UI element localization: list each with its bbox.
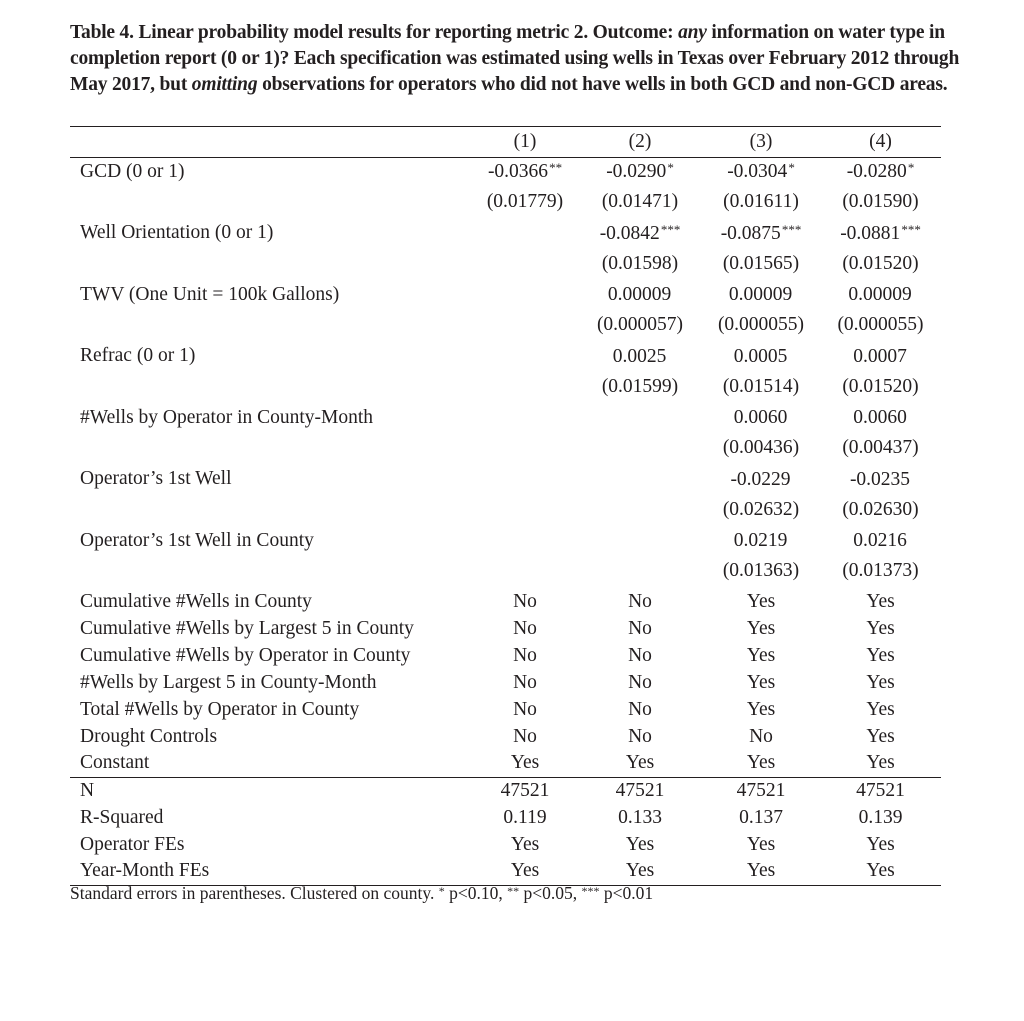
coefficient-value: -0.0280: [846, 161, 907, 183]
standard-error-cell: [472, 493, 578, 527]
standard-error-row: [70, 370, 941, 404]
statistic-cell: Yes: [510, 833, 540, 855]
indicator-cell: Yes: [746, 590, 776, 612]
standard-error-cell: [472, 370, 578, 404]
standard-error-cell: (0.01520): [842, 375, 919, 397]
statistic-cell: 47521: [472, 777, 578, 804]
coefficient-cell: [820, 158, 941, 186]
standard-error-cell: [578, 493, 702, 527]
standard-error-cell: (0.000055): [717, 314, 805, 336]
coefficient-cell: [702, 527, 820, 555]
coefficient-row: [70, 281, 941, 309]
row-label: Well Orientation (0 or 1): [80, 222, 274, 243]
caption-emphasis-omitting: omitting: [191, 74, 258, 95]
caption-emphasis-any: any: [678, 22, 707, 43]
standard-error-row: [70, 247, 941, 281]
coefficient-cell: [820, 527, 941, 555]
indicator-cell: Yes: [866, 590, 895, 612]
statistics-row: [70, 831, 941, 858]
row-label-blank: [70, 309, 472, 343]
coefficient-value: 0.00009: [848, 284, 912, 305]
coefficient-row: [70, 465, 941, 493]
indicator-cell: Yes: [746, 671, 776, 693]
standard-error-cell: (0.000057): [596, 314, 684, 336]
coefficient-cell: [472, 342, 578, 370]
standard-error-row: [70, 186, 941, 220]
indicator-cell: No: [628, 671, 652, 693]
standard-error-cell: [472, 555, 578, 589]
row-label-blank: [70, 370, 472, 404]
coefficient-value: -0.0304: [727, 161, 788, 183]
indicator-cell: No: [513, 617, 537, 639]
footnote-text: Standard errors in parentheses. Clustered on county.: [70, 883, 439, 903]
indicator-cell: No: [749, 725, 773, 747]
coefficient-value: -0.0229: [730, 468, 791, 490]
standard-error-row: [70, 309, 941, 343]
coefficient-value: -0.0842: [599, 222, 660, 244]
statistic-cell: 0.137: [739, 806, 783, 828]
coefficient-value: -0.0875: [720, 222, 781, 244]
coefficient-cell: [578, 281, 702, 309]
significance-stars: *: [667, 160, 674, 176]
control-indicator-row: [70, 588, 941, 615]
coefficient-cell: [702, 158, 820, 186]
footnote-text: p<0.10,: [444, 883, 508, 903]
statistic-cell: 47521: [578, 777, 702, 804]
indicator-cell: Yes: [866, 725, 895, 747]
significance-stars: ***: [781, 221, 802, 237]
row-label: Operator’s 1st Well: [80, 468, 232, 489]
coefficient-value: -0.0290: [606, 161, 667, 183]
standard-error-row: [70, 555, 941, 589]
standard-error-cell: (0.01373): [842, 560, 919, 582]
footnote-text: p<0.01: [599, 883, 654, 903]
statistic-cell: Yes: [820, 858, 941, 885]
standard-error-cell: [578, 432, 702, 466]
standard-error-cell: [578, 555, 702, 589]
statistics-row: [70, 858, 941, 885]
caption-text-1: Table 4. Linear probability model results for reporting metric 2. Outcome:: [70, 22, 679, 43]
coefficient-value: -0.0235: [849, 468, 911, 490]
coefficient-cell: [472, 281, 578, 309]
indicator-cell: Yes: [866, 698, 895, 720]
statistic-cell: Yes: [702, 858, 820, 885]
coefficient-row: [70, 158, 941, 186]
standard-error-cell: (0.01611): [723, 191, 799, 213]
coefficient-cell: [578, 342, 702, 370]
standard-error-cell: (0.01590): [842, 191, 919, 213]
column-header: (2): [628, 131, 652, 152]
indicator-cell: Yes: [746, 752, 776, 774]
coefficient-cell: [472, 527, 578, 555]
indicator-cell: Yes: [866, 644, 895, 666]
indicator-cell: Yes: [510, 752, 540, 774]
column-header: (1): [513, 131, 537, 152]
indicator-cell: Yes: [866, 617, 895, 639]
significance-stars: *: [788, 160, 795, 176]
coefficient-cell: [702, 342, 820, 370]
row-label: #Wells by Largest 5 in County-Month: [80, 671, 377, 693]
indicator-cell: Yes: [746, 617, 776, 639]
coefficient-cell: [702, 281, 820, 309]
indicator-cell: No: [513, 698, 537, 720]
standard-error-cell: (0.01565): [722, 252, 800, 274]
coefficient-cell: [820, 465, 941, 493]
indicator-cell: No: [513, 644, 537, 666]
column-header-row: [70, 127, 941, 158]
row-label: #Wells by Operator in County-Month: [80, 406, 374, 428]
coefficient-value: 0.0219: [733, 530, 788, 551]
statistic-cell: 47521: [820, 777, 941, 804]
standard-error-cell: (0.02632): [722, 498, 800, 520]
standard-error-cell: (0.00436): [722, 437, 800, 459]
row-label-blank: [70, 432, 472, 466]
standard-error-cell: [472, 247, 578, 281]
indicator-cell: Yes: [746, 644, 776, 666]
indicator-cell: No: [628, 698, 652, 720]
coefficient-row: [70, 527, 941, 555]
row-label: GCD (0 or 1): [80, 160, 185, 182]
coefficient-value: 0.00009: [728, 284, 793, 305]
significance-stars: *: [907, 160, 915, 176]
row-label: Cumulative #Wells by Largest 5 in County: [80, 617, 414, 639]
indicator-cell: No: [513, 671, 537, 693]
coefficient-cell: [472, 158, 578, 186]
coefficient-cell: [820, 281, 941, 309]
column-header: (3): [749, 131, 773, 152]
significance-stars: ***: [660, 221, 681, 237]
standard-error-cell: [472, 432, 578, 466]
footnote-text: p<0.05,: [519, 883, 582, 903]
row-label-blank: [70, 186, 472, 220]
coefficient-value: 0.00009: [607, 284, 672, 305]
standard-error-row: [70, 493, 941, 527]
table-caption: [70, 20, 960, 98]
statistic-cell: Yes: [866, 833, 895, 855]
indicator-cell: No: [628, 617, 652, 639]
statistic-cell: Yes: [746, 833, 776, 855]
coefficient-value: -0.0366: [487, 161, 549, 183]
statistic-cell: 0.139: [858, 806, 903, 828]
coefficient-cell: [472, 404, 578, 432]
coefficient-value: 0.0025: [612, 345, 667, 367]
caption-text-3: observations for operators who did not have wells in both GCD and non-GCD areas.: [257, 74, 948, 95]
significance-stars: **: [549, 160, 563, 176]
coefficient-cell: [472, 219, 578, 247]
coefficient-cell: [578, 219, 702, 247]
standard-error-cell: (0.01520): [842, 252, 919, 274]
coefficient-cell: [702, 465, 820, 493]
indicator-cell: Yes: [866, 752, 895, 774]
standard-error-cell: (0.01514): [722, 375, 800, 397]
control-indicator-row: [70, 669, 941, 696]
row-label: Operator FEs: [80, 833, 185, 855]
row-label: Operator’s 1st Well in County: [80, 529, 314, 551]
coefficient-cell: [702, 219, 820, 247]
coefficient-cell: [472, 465, 578, 493]
row-label: R-Squared: [80, 806, 164, 828]
standard-error-cell: (0.00437): [842, 437, 919, 459]
control-indicator-row: [70, 696, 941, 723]
standard-error-cell: (0.01598): [601, 252, 679, 274]
statistic-cell: Yes: [472, 858, 578, 885]
control-indicator-row: [70, 750, 941, 777]
standard-error-cell: (0.000055): [837, 314, 924, 336]
coefficient-cell: [820, 342, 941, 370]
standard-error-cell: (0.01779): [486, 191, 564, 213]
row-label: Year-Month FEs: [70, 858, 472, 885]
footnote-star: ***: [581, 884, 600, 898]
row-label-blank: [70, 493, 472, 527]
coefficient-value: 0.0007: [853, 345, 907, 367]
coefficient-value: 0.0060: [853, 407, 907, 428]
row-label: Constant: [80, 752, 150, 774]
row-label: Cumulative #Wells in County: [80, 590, 312, 612]
row-label-blank: [70, 555, 472, 589]
standard-error-cell: (0.01363): [722, 560, 800, 582]
indicator-cell: Yes: [866, 671, 895, 693]
footnote-star: *: [438, 884, 445, 898]
row-label: TWV (One Unit = 100k Gallons): [80, 283, 340, 305]
column-header: (4): [869, 131, 892, 152]
statistics-row: [70, 804, 941, 831]
row-label: Drought Controls: [80, 725, 218, 747]
control-indicator-row: [70, 642, 941, 669]
indicator-cell: No: [628, 725, 652, 747]
control-indicator-row: [70, 615, 941, 642]
caption-text-2: information on water type in completion report (0 or 1)? Each specification was estimated using wells in Texas over February 2012 through May 2017, but: [70, 22, 960, 95]
regression-table: [70, 126, 941, 886]
coefficient-cell: [578, 404, 702, 432]
indicator-cell: No: [628, 590, 652, 612]
coefficient-cell: [578, 527, 702, 555]
coefficient-value: 0.0060: [733, 407, 788, 428]
statistic-cell: Yes: [578, 858, 702, 885]
row-label: Total #Wells by Operator in County: [80, 698, 360, 720]
statistic-cell: 47521: [702, 777, 820, 804]
indicator-cell: Yes: [746, 698, 776, 720]
coefficient-row: [70, 342, 941, 370]
standard-error-cell: (0.01599): [601, 375, 679, 397]
indicator-cell: Yes: [625, 752, 655, 774]
standard-error-cell: (0.01471): [601, 191, 679, 213]
standard-error-cell: [472, 309, 578, 343]
header-blank: [70, 127, 472, 158]
coefficient-cell: [820, 219, 941, 247]
statistic-cell: 0.133: [618, 806, 662, 828]
footnote-star: **: [507, 884, 520, 898]
coefficient-value: 0.0216: [853, 530, 907, 551]
control-indicator-row: [70, 723, 941, 750]
row-label: Cumulative #Wells by Operator in County: [80, 644, 411, 666]
significance-stars: ***: [901, 221, 921, 237]
table-footnote: [70, 883, 653, 904]
indicator-cell: No: [628, 644, 652, 666]
row-label-blank: [70, 247, 472, 281]
coefficient-row: [70, 219, 941, 247]
coefficient-cell: [578, 465, 702, 493]
coefficient-cell: [702, 404, 820, 432]
coefficient-row: [70, 404, 941, 432]
row-label: Refrac (0 or 1): [80, 345, 196, 366]
standard-error-cell: (0.02630): [842, 498, 919, 520]
coefficient-value: -0.0881: [840, 222, 901, 244]
statistic-cell: 0.119: [503, 806, 547, 828]
indicator-cell: No: [513, 590, 537, 612]
standard-error-row: [70, 432, 941, 466]
row-label: N: [70, 777, 472, 804]
coefficient-value: 0.0005: [733, 345, 788, 367]
statistic-cell: Yes: [625, 833, 655, 855]
indicator-cell: No: [513, 725, 537, 747]
coefficient-cell: [578, 158, 702, 186]
coefficient-cell: [820, 404, 941, 432]
statistics-row: [70, 777, 941, 804]
